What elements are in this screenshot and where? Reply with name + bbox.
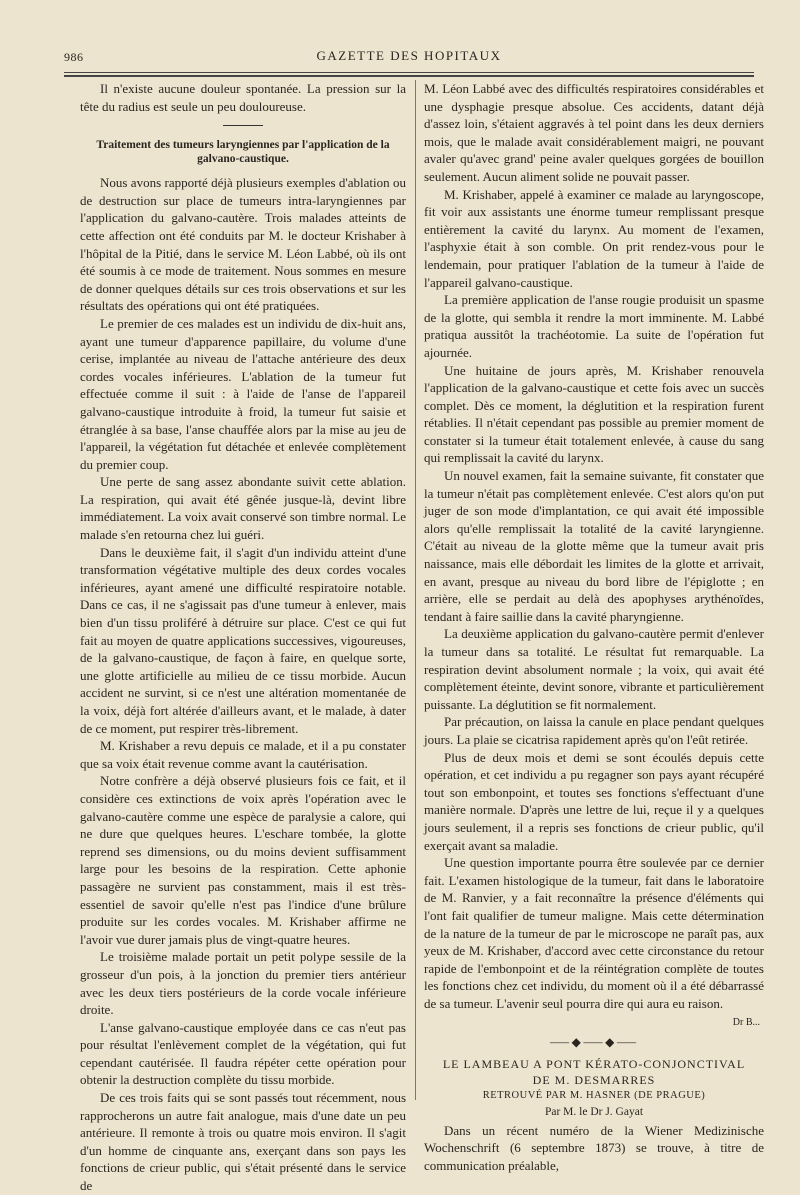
paragraph: Dans un récent numéro de la Wiener Medizinische Wochenschrift (6 septembre 1873) se trouve, à titre de communication préalable,: [424, 1122, 764, 1173]
paragraph: M. Krishaber a revu depuis ce malade, et il a pu constater que sa voix était revenue comme avant la cautérisation.: [80, 738, 406, 771]
paragraph: Une question importante pourra être soulevée par ce dernier fait. L'examen histologique de la tumeur, fait dans le laboratoire de M. Ranvier, y a fait reconnaître la présence d'éléments qui l'ont fait qualifier de tumeur maligne. Mais cette détermination de la nature de la tumeur de par le microscope ne paraît pas, aux yeux de M. Krishaber, d'accord avec cette circonstance du retour rapide de l'embonpoint et de la réintégration complète de toutes les fonctions chez cet individu, du moment où il a été débarrassé de sa tumeur. L'avenir seul pourra dire qui aura eu raison.: [424, 855, 764, 1011]
right-column: [424, 80, 764, 1174]
left-column: [80, 80, 406, 1195]
paragraph: La deuxième application du galvano-cautère permit d'enlever la tumeur dans sa totalité. Le résultat fut remarquable. La respiration devint absolument normale ; la voix, qui avait été complètement éteinte, devint sonore, vibrante et particulièrement puissante. La déglutition se fit normalement.: [424, 626, 764, 712]
article-subtitle: RETROUVÉ PAR M. HASNER (DE PRAGUE): [482, 1089, 706, 1101]
paragraph: Une perte de sang assez abondante suivit cette ablation. La respiration, qui avait été gênée jusque-là, devint libre immédiatement. La voix avait conservé son timbre normal. Le malade s'en retourna chez lui guéri.: [80, 474, 406, 543]
paragraph: Une huitaine de jours après, M. Krishaber renouvela l'application de la galvano-caustique et cette fois avec un succès complet. Dès ce moment, la déglutition et la respiration furent rétablies. Il n'était cependant pas possible au premier moment de constater si la tumeur était totalement enlevée, à cause du sang qui remplissait la cavité du larynx.: [424, 362, 764, 466]
journal-title: GAZETTE DES HOPITAUX: [316, 48, 502, 63]
section-title: Traitement des tumeurs laryngiennes par l'application de la galvano-caustique.: [96, 139, 390, 166]
article-title-line-2: DE M. DESMARRES: [532, 1072, 656, 1087]
header-rule: [64, 75, 754, 77]
paragraph: De ces trois faits qui se sont passés tout récemment, nous rapprocherons un autre fait analogue, mais d'une date un peu antérieure. Il remonte à trois ou quatre mois environ. Il s'agit d'un homme de cinquante ans, exerçant dans son pays les fonctions de crieur public, qui s'était présenté dans le service de: [80, 1090, 406, 1194]
paragraph: Dans le deuxième fait, il s'agit d'un individu atteint d'une transformation végétative multiple des deux cordes vocales inférieures, ayant amené une difficulté respiratoire notable. Dans ce cas, il ne s'agissait pas d'une tumeur à enlever, mais bien d'un tissu proliféré à détruire sur place. C'est ce qui fut fait au moyen de quatre applications successives, vigoureuses, de la galvano-caustique, de façon à faire, en quelque sorte, une glotte artificielle au milieu de ce tissu morbide. Aucun accident ne survint, si ce n'est une altération momentanée de la voix, déjà fort altérée d'ailleurs avant, et le malade, à dater de ce moment, put respirer très-librement.: [80, 544, 406, 736]
article-author: Par M. le Dr J. Gayat: [544, 1105, 644, 1118]
paragraph: Nous avons rapporté déjà plusieurs exemples d'ablation ou de destruction sur place de tumeurs intra-laryngiennes par l'application du galvano-cautère. Trois malades atteints de cette affection ont été conduits par M. le docteur Krishaber à l'hôpital de la Pitié, dans le service M. Léon Labbé, où ils ont été soumis à ce mode de traitement. Nous sommes en mesure de donner quelques détails sur ces trois observations et sur les résultats des opérations qui ont été pratiquées.: [80, 175, 406, 314]
paragraph: M. Léon Labbé avec des difficultés respiratoires considérables et une dysphagie presque absolue. Ces accidents, datant déjà d'assez loin, s'étaient aggravés à tel point dans les deux derniers mois, que le malade avait considérablement maigri, ne pouvant avaler qu'avec grand' peine avaler quelques gorgées de bouillon seulement. Aucun aliment solide ne pouvait passer.: [424, 81, 764, 184]
column-divider: [415, 80, 416, 1100]
signature: Dr B...: [732, 1017, 760, 1029]
page-header: [64, 46, 754, 73]
page-number: 986: [64, 50, 84, 64]
paragraph: Plus de deux mois et demi se sont écoulés depuis cette opération, et cet individu a pu regagner son pays ayant récupéré tout son embonpoint, et toutes ses fonctions s'effectuant d'une manière normale. D'après une lettre de lui, reçue il y a quelques jours seulement, il a repris ses fonctions de crieur public, qu'il exerçait avant sa maladie.: [424, 749, 764, 853]
paragraph: Par précaution, on laissa la canule en place pendant quelques jours. La plaie se cicatrisa rapidement après qu'on l'eût retirée.: [424, 714, 764, 747]
article-title-line-1: LE LAMBEAU A PONT KÉRATO-CONJONCTIVAL: [442, 1056, 746, 1071]
paragraph: La première application de l'anse rougie produisit un spasme de la glotte, qui sembla it rendre la mort imminente. M. Labbé pratiqua aussitôt la trachéotomie. La suite de l'opération fut ajournée.: [424, 292, 764, 360]
paragraph: Le premier de ces malades est un individu de dix-huit ans, ayant une tumeur d'apparence papillaire, du volume d'une cerise, implantée au niveau de l'attache antérieure des deux cordes vocales inférieures. L'ablation de la tumeur fut effectuée comme il suit : à l'aide de l'anse de l'appareil galvano-caustique introduite à froid, la tumeur fut saisie et étranglée à sa base, l'anse chauffée alors par la mise au jeu de l'appareil, la végétation fut détachée et enlevée complètement du premier coup.: [80, 315, 406, 472]
paragraph: Notre confrère a déjà observé plusieurs fois ce fait, et il considère ces extinctions de voix après l'opération avec le galvano-cautère comme une espèce de paralysie a calore, qui ne dure que quelques heures. L'eschare tombée, la glotte reprend ses dimensions, ou du moins devient suffisamment large pour les besoins de la respiration. Cette aphonie passagère ne survient pas constamment, mais il est très-essentiel de savoir qu'elle n'est pas l'indice d'une brûlure produite sur les cordes vocales. M. Krishaber affirme ne l'avoir vue durer jamais plus de vingt-quatre heures.: [80, 773, 406, 947]
ornament-divider: ⸺◆⸺◆⸺: [549, 1035, 639, 1050]
paragraph: M. Krishaber, appelé à examiner ce malade au laryngoscope, fit voir aux assistants une énorme tumeur remplissant presque entièrement la cavité du larynx. Au moment de l'examen, l'asphyxie était à son comble. On prit rendez-vous pour le lendemain, pour pratiquer l'ablation de la tumeur à l'aide de l'appareil galvano-caustique.: [424, 186, 764, 290]
section-separator: [223, 125, 263, 126]
paragraph: Le troisième malade portait un petit polype sessile de la grosseur d'un pois, à la jonction du premier tiers antérieur avec les deux tiers postérieurs de la corde vocale inférieure droite.: [80, 949, 406, 1018]
paragraph: Un nouvel examen, fait la semaine suivante, fit constater que la tumeur n'était pas complètement enlevée. C'est alors qu'on put juger de son mode d'implantation, ce qui avait été impossible alors qu'elle remplissait la totalité de la cavité laryngienne. C'était au niveau de la glotte même que la tumeur avait pris naissance, mais elle débordait les limites de la glotte et arrivait, en avant, presque au niveau du bord libre de l'épiglotte ; en arrière, elle se perdait au delà des apophyses arythénoïdes, tendant à faire saillie dans la cavité pharyngienne.: [424, 468, 764, 624]
intro-paragraph: Il n'existe aucune douleur spontanée. La pression sur la tête du radius est seule un peu douloureuse.: [80, 81, 406, 114]
paragraph: L'anse galvano-caustique employée dans ce cas n'eut pas pour résultat l'enlèvement complet de la végétation, qui fut cependant cautérisée. Il faudra répéter cette opération pour obtenir la destruction complète du tissu morbide.: [80, 1019, 406, 1088]
